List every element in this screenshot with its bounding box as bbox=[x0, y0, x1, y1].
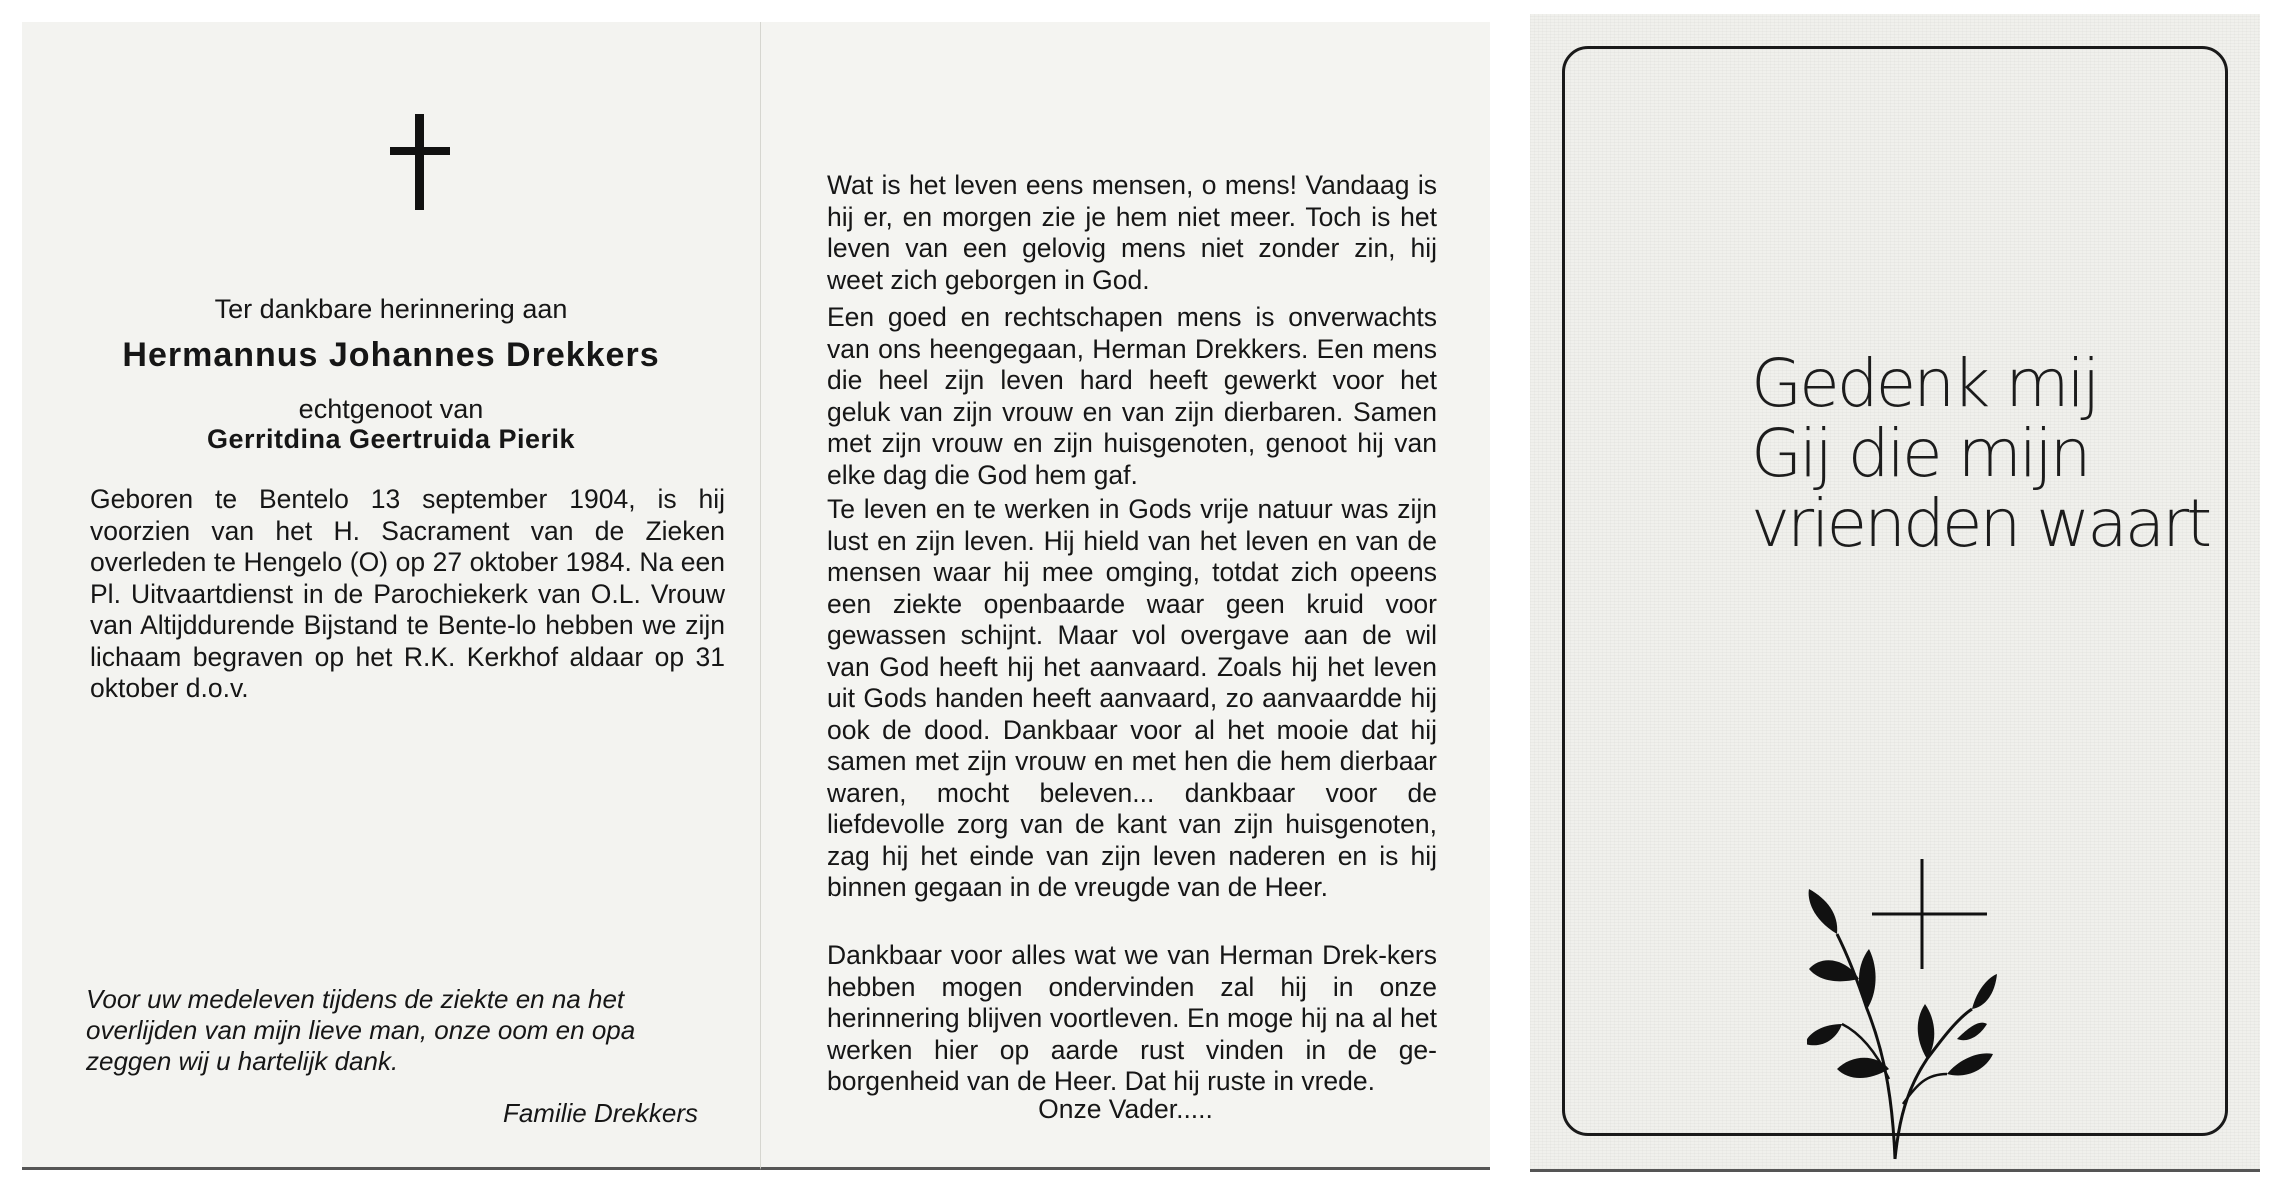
deceased-name: Hermannus Johannes Drekkers bbox=[122, 336, 660, 374]
closing-prayer: Onze Vader..... bbox=[1038, 1094, 1213, 1124]
paragraph: Wat is het leven eens mensen, o mens! Vandaag is hij er, en morgen zie je hem niet meer. Toch is het leven van een gelovig mens niet zonder zin, hij weet zich geborgen in God. bbox=[827, 170, 1437, 295]
cover-line: Gedenk mij bbox=[1751, 345, 2098, 422]
intro-line: Ter dankbare herinnering aan bbox=[214, 294, 568, 324]
cover-line: Gij die mijn bbox=[1751, 415, 2089, 492]
cover-line: vrienden waart bbox=[1751, 485, 2210, 562]
spouse-name: Gerritdina Geertruida Pierik bbox=[206, 424, 576, 454]
cover-page bbox=[1530, 14, 2260, 1172]
left-page bbox=[22, 22, 760, 1170]
middle-page bbox=[760, 22, 1490, 1170]
cover-verse bbox=[1751, 345, 2231, 562]
cover-frame bbox=[1562, 46, 2228, 1136]
paragraph: Te leven en te werken in Gods vrije natuur was zijn lust en zijn leven. Hij hield van het leven en van de mensen waar hij mee omging, totdat zich opeens een ziekte openbaarde waar geen kruid voor gewassen schijnt. Maar vol overgave aan de wil van God heeft hij het aanvaard. Zoals hij het leven uit Gods handen heeft aanvaard, zo aanvaardde hij ook de dood. Dankbaar voor al het mooie dat hij samen met zijn vrouw en met hen die hem dierbaar waren, mocht beleven... dankbaar voor de liefdevolle zorg van de kant van zijn huisgenoten, zag hij het einde van zijn leven naderen en is hij binnen gegaan in de vreugde van de Heer. bbox=[827, 494, 1437, 902]
family-signature: Familie Drekkers bbox=[502, 1098, 698, 1128]
thank-you-text: Voor uw medeleven tijdens de ziekte en na het overlijden van mijn lieve man, onze oom en opa zeggen wij u hartelijk dank. bbox=[86, 984, 636, 1076]
paragraph: Een goed en rechtschapen mens is onverwachts van ons heengegaan, Herman Drekkers. Een mens die heel zijn leven hard heeft gewerkt voor het geluk van zijn vrouw en van zijn dierbaren. Samen met zijn vrouw en zijn huisgenoten, genoot hij van elke dag die God hem gaf. bbox=[827, 302, 1437, 490]
cross-icon bbox=[390, 114, 450, 210]
spouse-prefix: echtgenoot van bbox=[298, 394, 484, 424]
paragraph: Dankbaar voor alles wat we van Herman Drek-kers hebben mogen ondervinden zal hij in onze herinnering blijven voortleven. En moge hij na al het werken hier op aarde rust vinden in de ge-borgenheid van de Heer. Dat hij ruste in vrede. bbox=[827, 940, 1437, 1096]
biography-text: Geboren te Bentelo 13 september 1904, is hij voorzien van het H. Sacrament van de Zieken overleden te Hengelo (O) op 27 oktober 1984. Na een Pl. Uitvaartdienst in de Parochiekerk van O.L. Vrouw van Altijddurende Bijstand te Bente-lo hebben we zijn lichaam begraven op het R.K. Kerkhof aldaar op 31 oktober d.o.v. bbox=[90, 484, 725, 703]
cross-with-leaves-icon bbox=[1807, 859, 1997, 1169]
